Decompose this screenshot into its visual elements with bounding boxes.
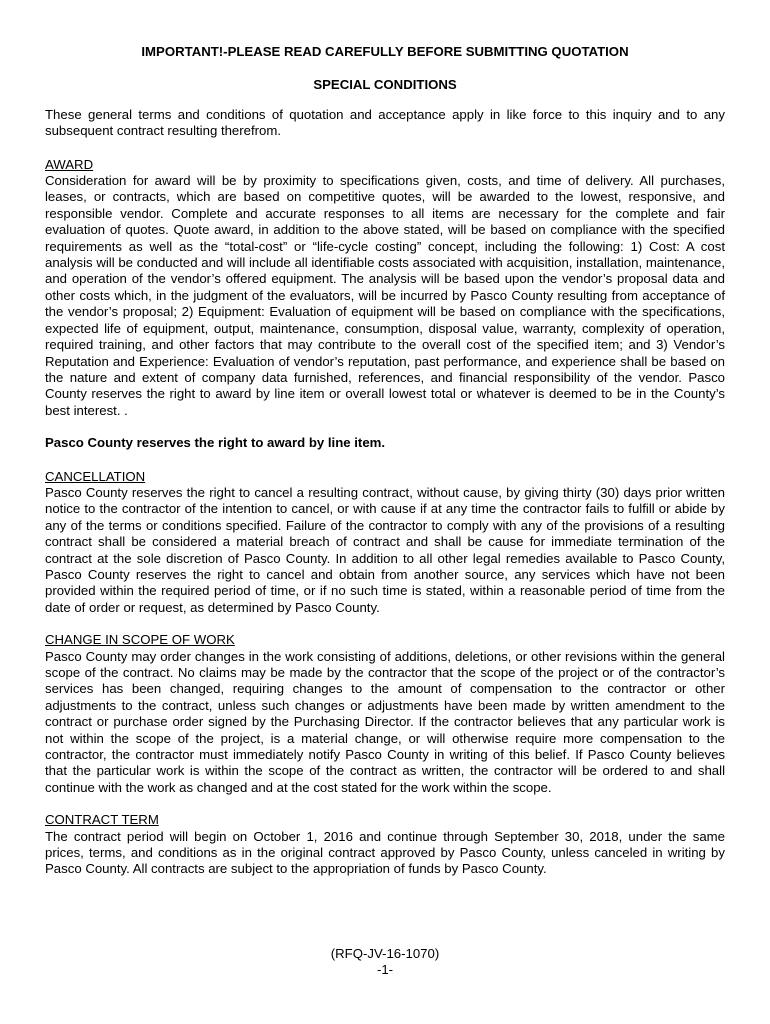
change-scope-body: Pasco County may order changes in the work consisting of additions, deletions, or other revisions within the general scope of the contract. No claims may be made by the contractor that the scope of the project or of the contractor’s services has been changed, requiring changes to the amount of compensation to the contractor or other adjustments to the contract, unless such changes or adjustments have been made by written amendment to the contract or purchase order signed by the Purchasing Director. If the contractor believes that any particular work is not within the scope of the project, is a material change, or will otherwise require more compensation to the contractor, the contractor must immediately notify Pasco County in writing of this belief. If Pasco County believes that the particular work is within the scope of the contract as written, the contractor will be ordered to and shall continue with the work as changed and at the cost stated for the work within the scope. bbox=[45, 648, 725, 795]
change-scope-heading: CHANGE IN SCOPE OF WORK bbox=[45, 632, 235, 648]
contract-term-heading: CONTRACT TERM bbox=[45, 812, 159, 828]
change-scope-section bbox=[45, 632, 725, 796]
cancellation-section bbox=[45, 469, 725, 617]
page-number: -1- bbox=[376, 962, 394, 978]
award-heading: AWARD bbox=[45, 156, 94, 172]
cancellation-heading: CANCELLATION bbox=[45, 468, 146, 484]
document-page bbox=[45, 44, 725, 894]
award-body: Consideration for award will be by proximity to specifications given, costs, and time of delivery. All purchases, leases, or contracts, which are based on competitive quotes, will be awarded to the lowest, responsive, and responsible vendor. Complete and accurate responses to all items are necessary for the complete and fair evaluation of quotes. Quote award, in addition to the above stated, will be based on compliance with the specified requirements as well as the “total-cost” or “life-cycle costing” concept, including the following: 1) Cost: A cost analysis will be conducted and will include all identifiable costs associated with acquisition, installation, maintenance, and operation of the vendor’s offered equipment. The analysis will be based upon the vendor’s proposal data and other costs which, in the judgment of the evaluators, will be incurred by Pasco County resulting from acceptance of the vendor’s proposal; 2) Equipment: Evaluation of equipment will be based on compliance with the specifications, expected life of equipment, output, maintenance, consumption, disposal value, warranty, complexity of operation, required training, and other factors that may contribute to the overall cost of the specified item; and 3) Vendor’s Reputation and Experience: Evaluation of vendor’s reputation, past performance, and experience shall be based on the nature and extent of company data furnished, references, and financial responsibility of the vendor. Pasco County reserves the right to award by line item or overall lowest total or whatever is deemed to be in the County’s best interest. . bbox=[45, 173, 725, 418]
document-title: IMPORTANT!-PLEASE READ CAREFULLY BEFORE SUBMITTING QUOTATION bbox=[141, 44, 629, 59]
award-section bbox=[45, 157, 725, 420]
contract-term-section bbox=[45, 812, 725, 878]
line-item-notice: Pasco County reserves the right to award by line item. bbox=[45, 435, 386, 451]
rfq-reference: (RFQ-JV-16-1070) bbox=[330, 946, 440, 961]
cancellation-body: Pasco County reserves the right to cancel a resulting contract, without cause, by giving thirty (30) days prior written notice to the contractor of the intention to cancel, or with cause if at any time the contractor fails to fulfill or abide by any of the terms or conditions specified. Failure of the contractor to comply with any of the provisions of a resulting contract shall be considered a material breach of contract and shall be cause for immediate termination of the contract at the sole discretion of Pasco County. In addition to all other legal remedies available to Pasco County, Pasco County reserves the right to cancel and obtain from another source, any services which have not been provided within the required period of time, or if no such time is stated, within a reasonable period of time from the date of order or request, as determined by Pasco County. bbox=[45, 484, 725, 615]
document-subtitle: SPECIAL CONDITIONS bbox=[313, 77, 457, 93]
intro-paragraph: These general terms and conditions of quotation and acceptance apply in like force to this inquiry and to any subsequent contract resulting therefrom. bbox=[45, 106, 725, 139]
contract-term-body: The contract period will begin on October 1, 2016 and continue through September 30, 2018, under the same prices, terms, and conditions as in the original contract approved by Pasco County, unless canceled in writing by Pasco County. All contracts are subject to the appropriation of funds by Pasco County. bbox=[45, 828, 725, 877]
page-footer bbox=[0, 946, 770, 979]
